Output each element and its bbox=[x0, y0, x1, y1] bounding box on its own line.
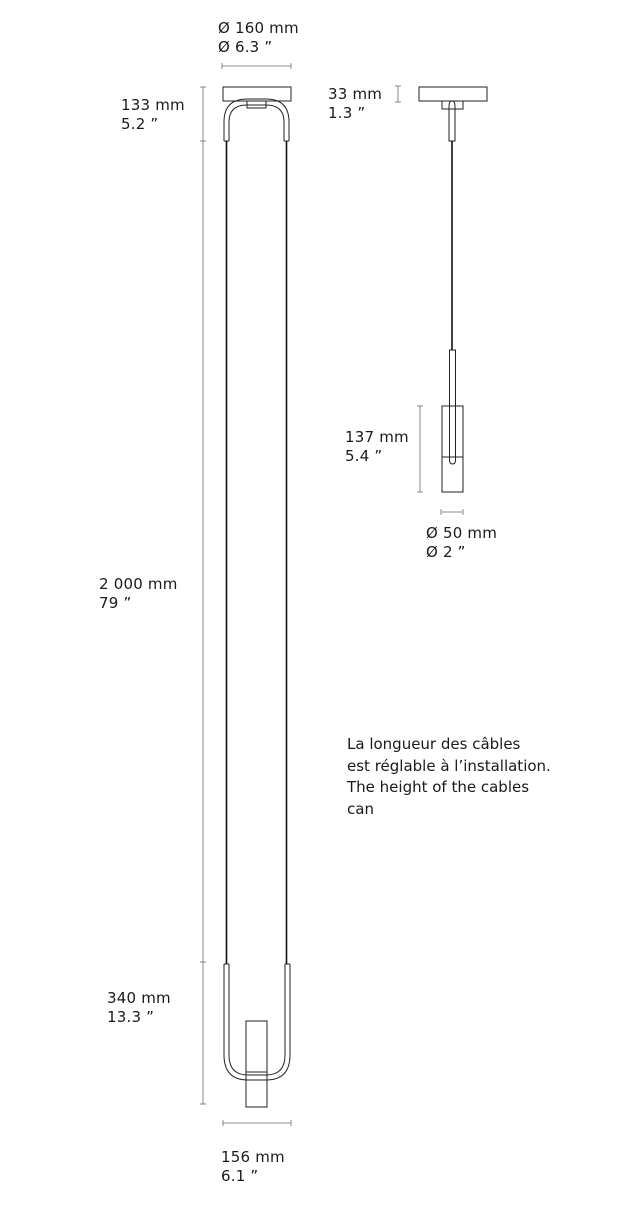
canopy-diameter-label: Ø 160 mm Ø 6.3 ” bbox=[218, 19, 299, 56]
bottom-loop-height-label: 340 mm 13.3 ” bbox=[107, 989, 171, 1026]
side-canopy-mount bbox=[442, 101, 463, 109]
side-top-hook bbox=[449, 101, 455, 141]
shade-diameter-dimension-line bbox=[441, 509, 463, 515]
side-canopy bbox=[419, 87, 487, 101]
front-view bbox=[200, 63, 291, 1126]
canopy-width-dimension-line bbox=[222, 63, 291, 69]
front-top-hook bbox=[224, 99, 289, 141]
front-bottom-loop bbox=[224, 964, 290, 1080]
cable-length-note bbox=[347, 734, 587, 820]
canopy-height-dimension-line bbox=[395, 86, 401, 102]
overall-height-label: 2 000 mm 79 ” bbox=[99, 575, 178, 612]
shade-height-dimension-line bbox=[417, 406, 423, 492]
shade-diameter-label: Ø 50 mm Ø 2 ” bbox=[426, 524, 498, 561]
side-shade bbox=[442, 406, 463, 492]
top-hook-height-label: 133 mm 5.2 ” bbox=[121, 96, 185, 133]
front-light-body bbox=[246, 1021, 267, 1107]
note-line-3: The height of the cables bbox=[347, 778, 530, 796]
shade-height-label: 137 mm 5.4 ” bbox=[345, 428, 409, 465]
bottom-width-dimension-line bbox=[223, 1120, 291, 1126]
canopy-height-label: 33 mm 1.3 ” bbox=[328, 85, 383, 122]
side-lower-rod bbox=[450, 350, 456, 464]
note-line-4: can bbox=[347, 799, 374, 818]
note-line-1: La longueur des câbles bbox=[347, 735, 521, 753]
note-line-2: est réglable à l’installation. bbox=[347, 756, 551, 775]
bottom-width-label: 156 mm 6.1 ” bbox=[221, 1148, 285, 1185]
height-dimension-line bbox=[200, 87, 206, 1104]
